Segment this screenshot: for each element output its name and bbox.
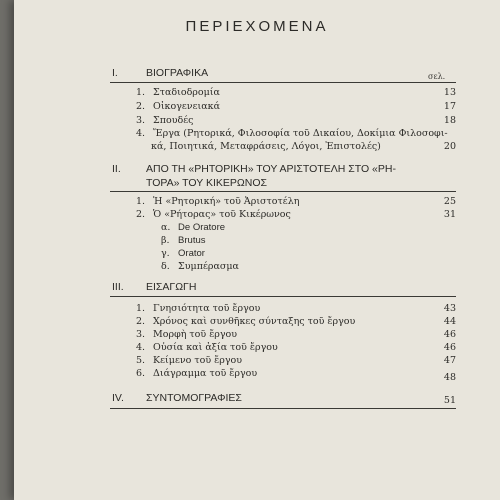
section-heading-1 xyxy=(112,67,208,79)
page-column-label: σελ. xyxy=(428,72,446,81)
entry-page: 46 xyxy=(443,342,456,353)
entry-number: 2. xyxy=(136,209,146,220)
section-divider xyxy=(110,296,456,297)
entry-number: 3. xyxy=(136,115,146,126)
entry-page: 46 xyxy=(443,329,456,340)
subentry-title: Συμπέρασμα xyxy=(178,261,239,272)
entry-page: 25 xyxy=(443,196,456,207)
toc-entry xyxy=(136,316,355,327)
entry-number: 5. xyxy=(136,355,146,366)
entry-number: 1. xyxy=(136,196,146,207)
entry-number: 2. xyxy=(136,101,146,112)
section-title: ΒΙΟΓΡΑΦΙΚΑ xyxy=(146,67,209,79)
entry-title: Ἡ «Ρητορική» τοῦ Ἀριστοτέλη xyxy=(153,196,300,207)
entry-number: 2. xyxy=(136,316,146,327)
entry-page: 47 xyxy=(443,355,456,366)
toc-entry xyxy=(136,209,291,220)
toc-entry xyxy=(136,303,260,314)
toc-subentry xyxy=(161,235,206,246)
subentry-letter: δ. xyxy=(161,261,170,272)
section-numeral: IV. xyxy=(112,392,124,404)
section-numeral: II. xyxy=(112,163,121,175)
section-divider xyxy=(110,408,456,409)
entry-title: Χρόνος καὶ συνθῆκες σύνταξης τοῦ ἔργου xyxy=(153,316,356,327)
entry-title: Οἰκογενειακά xyxy=(153,101,220,112)
book-page xyxy=(14,0,500,500)
subentry-title: Brutus xyxy=(178,235,206,246)
toc-entry xyxy=(136,342,278,353)
section-title: ΑΠΟ ΤΗ «ΡΗΤΟΡΙΚΗ» ΤΟΥ ΑΡΙΣΤΟΤΕΛΗ ΣΤΟ «ΡΗ- xyxy=(146,163,396,175)
section-numeral: I. xyxy=(112,67,118,79)
entry-title: Σταδιοδρομία xyxy=(153,87,220,98)
entry-page: 20 xyxy=(443,141,456,152)
entry-page: 48 xyxy=(443,372,456,383)
toc-entry xyxy=(136,87,220,98)
entry-number: 4. xyxy=(136,342,146,353)
entry-page: 18 xyxy=(443,115,456,126)
toc-entry xyxy=(136,101,220,112)
toc-subentry xyxy=(161,248,205,259)
section-numeral: III. xyxy=(112,281,124,293)
section-heading-3 xyxy=(112,281,196,293)
entry-page: 31 xyxy=(443,209,456,220)
toc-entry xyxy=(136,368,257,379)
entry-title: Μορφὴ τοῦ ἔργου xyxy=(153,329,238,340)
entry-title: Σπουδές xyxy=(153,115,194,126)
entry-number: 3. xyxy=(136,329,146,340)
entry-page: 13 xyxy=(443,87,456,98)
subentry-title: Orator xyxy=(178,248,205,259)
entry-title: Ἔργα (Ρητορικά, Φιλοσοφία τοῦ Δικαίου, Δοκίμια Φιλοσοφι- xyxy=(153,128,448,139)
toc-entry xyxy=(136,196,299,207)
entry-page: 43 xyxy=(443,303,456,314)
section-divider xyxy=(110,82,456,83)
entry-title: Διάγραμμα τοῦ ἔργου xyxy=(153,368,258,379)
subentry-letter: γ. xyxy=(161,248,170,259)
entry-title: Γνησιότητα τοῦ ἔργου xyxy=(153,303,261,314)
entry-page: 17 xyxy=(443,101,456,112)
subentry-letter: α. xyxy=(161,222,171,233)
entry-number: 1. xyxy=(136,87,146,98)
entry-number: 4. xyxy=(136,128,146,139)
section-title: ΕΙΣΑΓΩΓΗ xyxy=(146,281,197,293)
section-divider xyxy=(110,191,456,192)
toc-subentry xyxy=(161,222,225,233)
toc-entry xyxy=(136,329,237,340)
section-title: ΣΥΝΤΟΜΟΓΡΑΦΙΕΣ xyxy=(146,392,242,404)
entry-page: 44 xyxy=(443,316,456,327)
section-heading-2 xyxy=(112,163,396,175)
subentry-title: De Oratore xyxy=(178,222,226,233)
page-title: ΠΕΡΙΕΧΟΜΕΝΑ xyxy=(185,18,329,35)
section-title-continuation: ΤΟΡΑ» ΤΟΥ ΚΙΚΕΡΩΝΟΣ xyxy=(146,177,267,189)
toc-entry xyxy=(136,115,193,126)
entry-page: 51 xyxy=(443,395,456,406)
entry-title: Κείμενο τοῦ ἔργου xyxy=(153,355,243,366)
toc-entry xyxy=(136,128,448,139)
toc-entry xyxy=(136,355,242,366)
subentry-letter: β. xyxy=(161,235,170,246)
entry-number: 1. xyxy=(136,303,146,314)
toc-entry-continuation: κά, Ποιητικά, Μεταφράσεις, Λόγοι, Ἐπιστολές) xyxy=(151,141,381,152)
entry-number: 6. xyxy=(136,368,146,379)
entry-title: Ὁ «Ρήτορας» τοῦ Κικέρωνος xyxy=(153,209,291,220)
entry-title: Οὐσία καὶ ἀξία τοῦ ἔργου xyxy=(153,342,278,353)
section-heading-4 xyxy=(112,392,242,404)
toc-subentry xyxy=(161,261,239,272)
